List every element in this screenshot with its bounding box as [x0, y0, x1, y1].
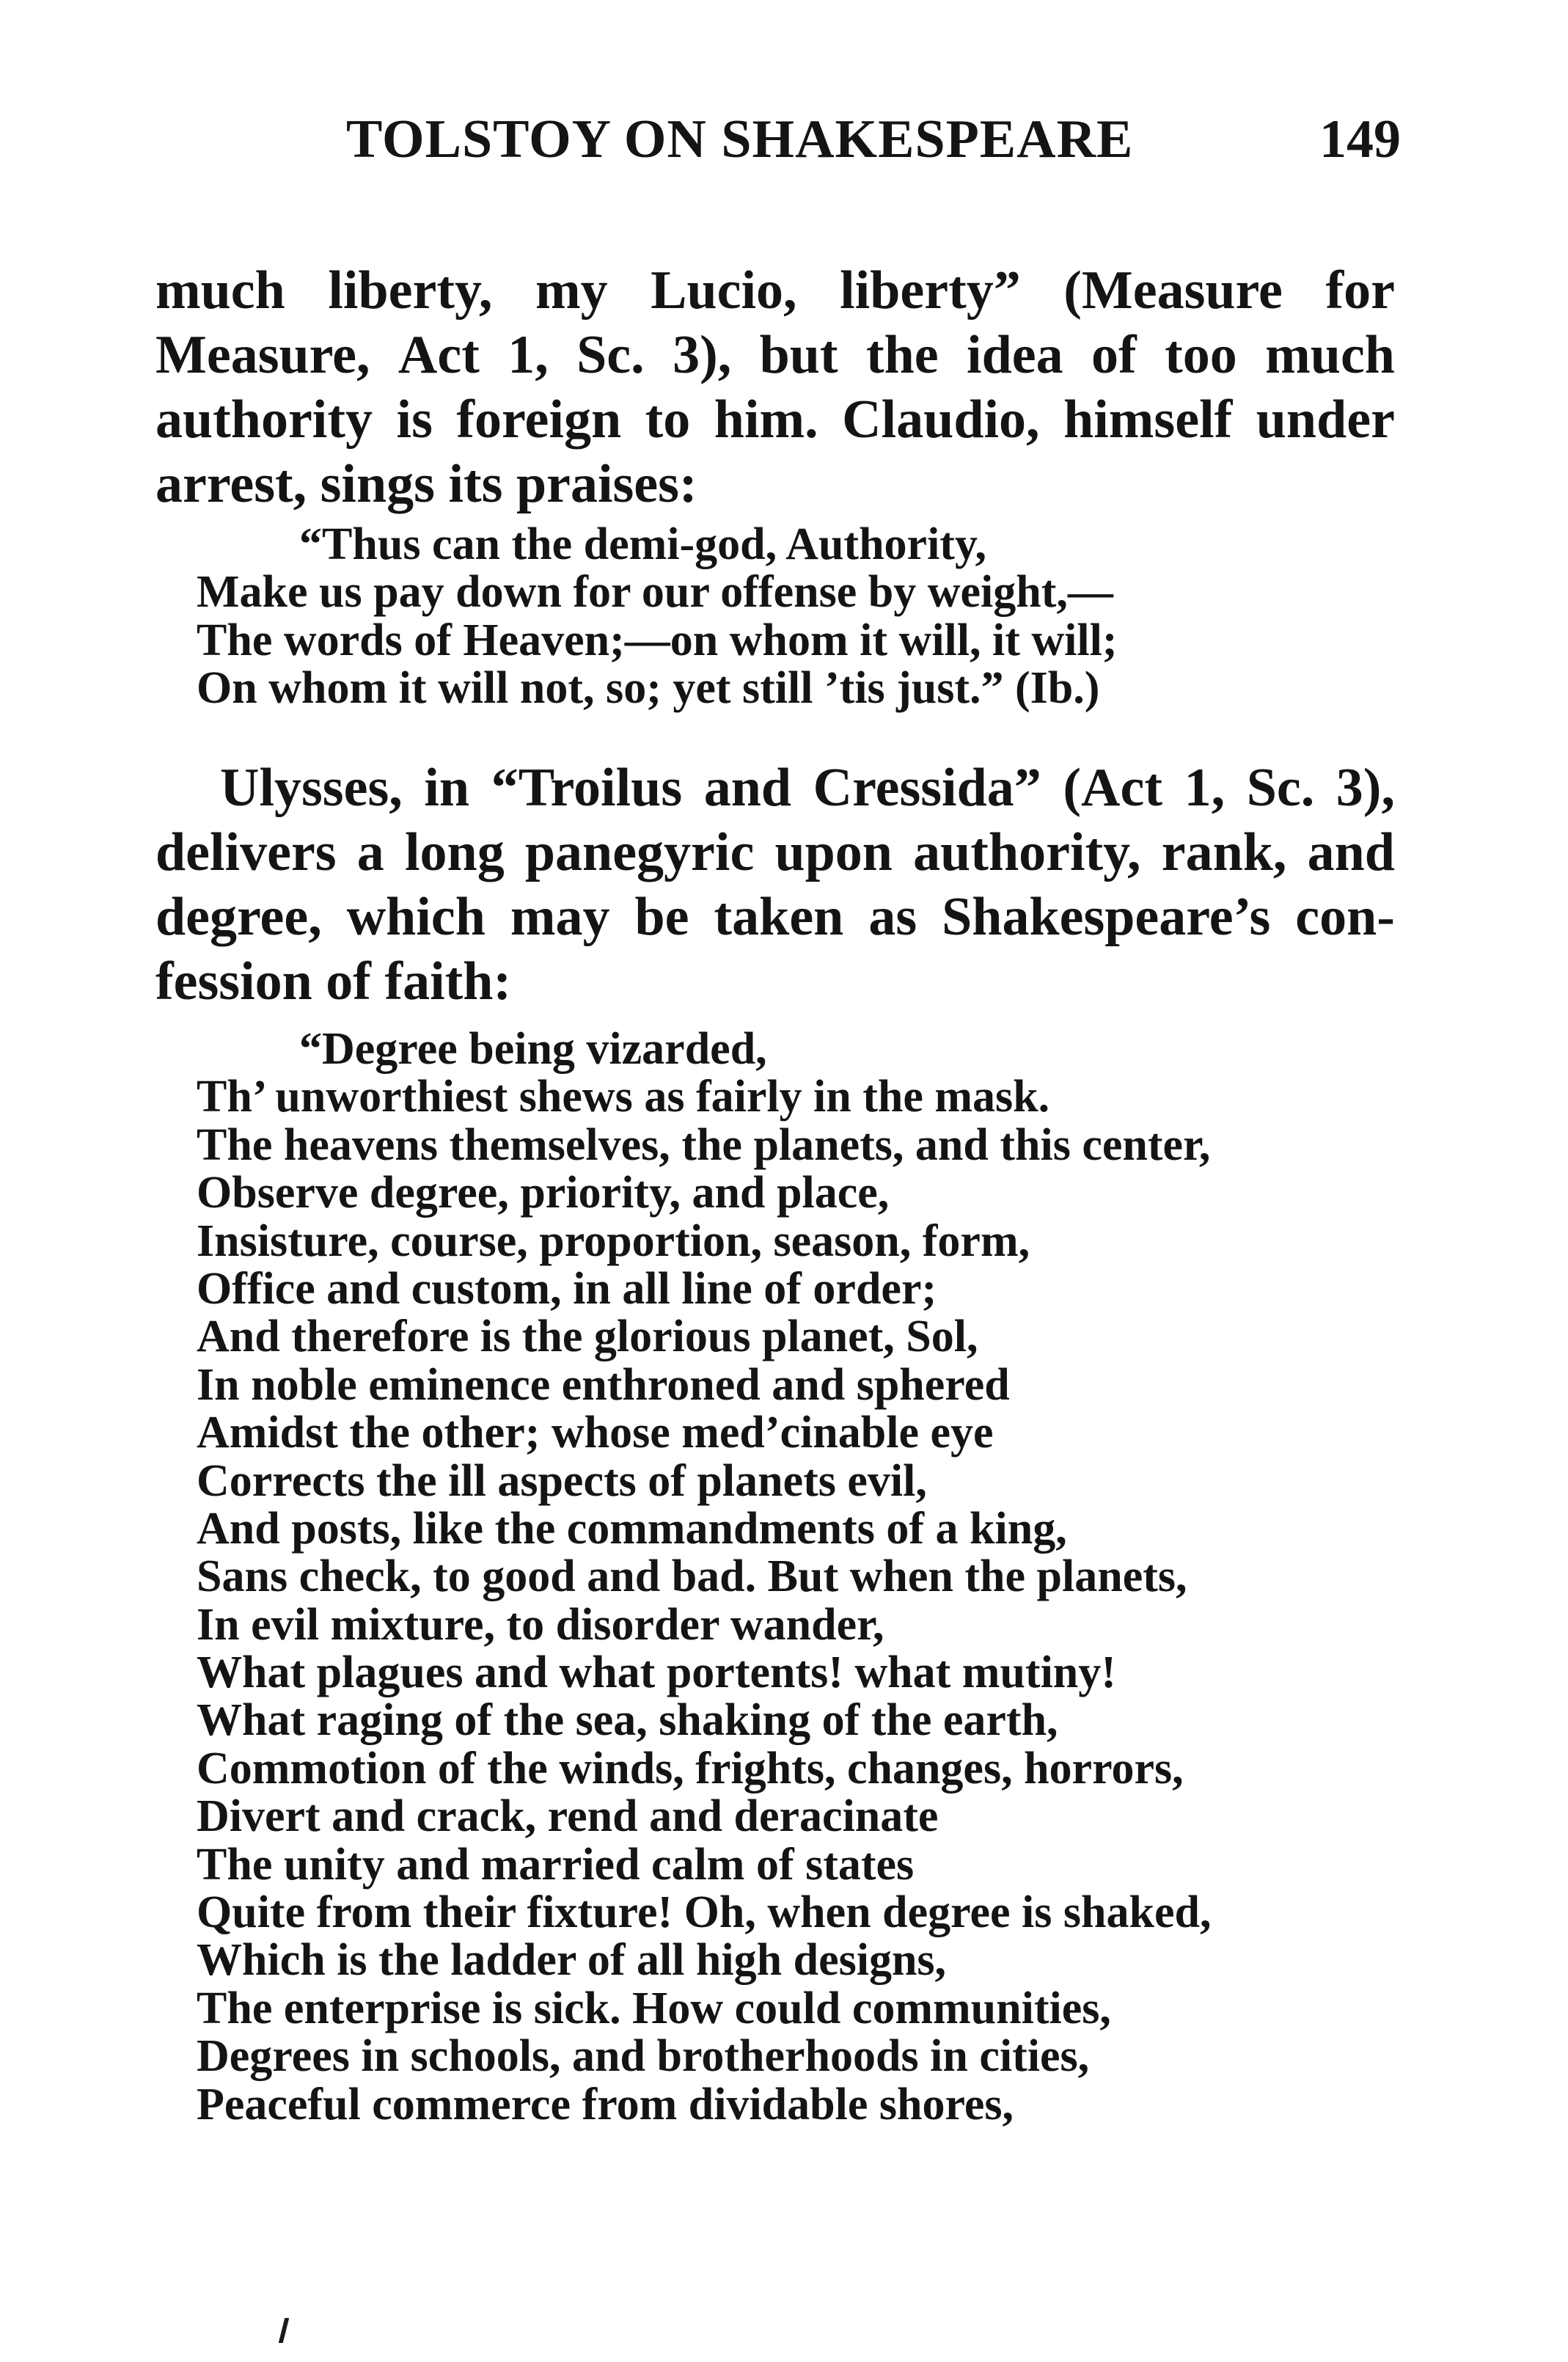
word: authority: [155, 390, 373, 450]
verse-line: The enterprise is sick. How could communities,: [197, 1983, 1111, 2033]
verse-line: Sans check, to good and bad. But when the planets,: [197, 1551, 1187, 1602]
word: idea: [967, 325, 1063, 385]
word: my: [535, 260, 608, 321]
scan-mark: [279, 2318, 289, 2343]
word: under: [1256, 390, 1395, 450]
verse-line: The words of Heaven;—on whom it will, it will;: [197, 615, 1118, 665]
word: (Act: [1063, 758, 1162, 818]
word: Measure,: [155, 325, 370, 385]
verse-line: What raging of the sea, shaking of the earth,: [197, 1695, 1058, 1746]
verse-line: Degrees in schools, and brotherhoods in cities,: [197, 2031, 1090, 2082]
verse-line: Corrects the ill aspects of planets evil,: [197, 1455, 927, 1506]
word: Sc.: [1246, 758, 1315, 818]
word: 3),: [673, 325, 732, 385]
word: in: [424, 758, 470, 818]
text-line: [155, 885, 1395, 949]
word: panegyric: [524, 822, 755, 882]
verse-line: In evil mixture, to disorder wander,: [197, 1599, 884, 1650]
word: 3),: [1336, 758, 1395, 818]
word: for: [1325, 260, 1395, 321]
word: of: [1091, 325, 1137, 385]
word: may: [510, 887, 610, 947]
verse-line: Divert and crack, rend and deracinate: [197, 1791, 939, 1842]
text-line: [155, 820, 1395, 885]
text-line: [155, 323, 1395, 387]
verse-line: Peaceful commerce from dividable shores,: [197, 2079, 1014, 2129]
verse-quote-degree: [197, 1025, 1399, 2129]
word: delivers: [155, 822, 337, 882]
word: liberty,: [328, 260, 493, 321]
word: too: [1165, 325, 1237, 385]
word: upon: [774, 822, 893, 882]
word: much: [155, 260, 285, 321]
verse-quote-authority: [197, 521, 1399, 713]
verse-line: And therefore is the glorious planet, Sol,: [197, 1312, 978, 1362]
verse-line: “Degree being vizarded,: [299, 1024, 767, 1074]
word: degree,: [155, 887, 322, 947]
word: 1,: [508, 325, 549, 385]
word: Lucio,: [651, 260, 797, 321]
text-line: [155, 258, 1395, 323]
verse-line: “Thus can the demi-god, Authority,: [299, 519, 987, 569]
word: and: [703, 758, 792, 818]
verse-line: The heavens themselves, the planets, and this center,: [197, 1119, 1211, 1170]
word: rank,: [1161, 822, 1287, 882]
paragraph-claudio: [155, 258, 1395, 516]
verse-line: Amidst the other; whose med’cinable eye: [197, 1408, 994, 1458]
paragraph-ulysses: [155, 756, 1395, 1014]
word: Cressida”: [813, 758, 1041, 818]
verse-line: Office and custom, in all line of order;: [197, 1263, 937, 1314]
word: which: [346, 887, 486, 947]
verse-line: On whom it will not, so; yet still ’tis just.” (Ib.): [197, 663, 1100, 714]
word: himself: [1063, 390, 1233, 450]
word: “Troilus: [491, 758, 683, 818]
verse-line: Th’ unworthiest shews as fairly in the mask.: [197, 1072, 1050, 1122]
word: the: [865, 325, 939, 385]
page-number: 149: [1319, 109, 1401, 169]
word: 1,: [1184, 758, 1226, 818]
word: be: [634, 887, 689, 947]
verse-line: Observe degree, priority, and place,: [197, 1168, 890, 1218]
word: long: [404, 822, 505, 882]
text-line: [155, 387, 1395, 452]
word: Claudio,: [842, 390, 1040, 450]
word: and: [1307, 822, 1395, 882]
verse-line: Make us pay down for our offense by weight,—: [197, 567, 1113, 618]
running-title: TOLSTOY ON SHAKESPEARE: [346, 109, 1134, 169]
running-header: [154, 109, 1415, 175]
word: taken: [714, 887, 844, 947]
word: as: [868, 887, 917, 947]
word: him.: [714, 390, 818, 450]
word: to: [645, 390, 691, 450]
word: Sc.: [576, 325, 645, 385]
verse-line: The unity and married calm of states: [197, 1839, 915, 1890]
verse-line: Which is the ladder of all high designs,: [197, 1935, 947, 1986]
verse-line: Insisture, course, proportion, season, form,: [197, 1215, 1030, 1266]
word: Ulysses,: [220, 758, 403, 818]
word: Act: [398, 325, 480, 385]
verse-line: And posts, like the commandments of a king,: [197, 1503, 1067, 1554]
text-line: fession of faith:: [155, 951, 512, 1012]
word: liberty”: [840, 260, 1021, 321]
word: foreign: [456, 390, 622, 450]
verse-line: Quite from their fixture! Oh, when degree is shaked,: [197, 1887, 1212, 1938]
word: con-: [1295, 887, 1395, 947]
verse-line: What plagues and what portents! what mutiny!: [197, 1648, 1116, 1698]
text-line: [155, 756, 1395, 820]
word: is: [396, 390, 433, 450]
word: but: [759, 325, 838, 385]
word: Shakespeare’s: [942, 887, 1271, 947]
text-line: arrest, sings its praises:: [155, 454, 697, 514]
word: (Measure: [1063, 260, 1283, 321]
verse-line: In noble eminence enthroned and sphered: [197, 1359, 1010, 1410]
verse-line: Commotion of the winds, frights, changes, horrors,: [197, 1743, 1184, 1794]
word: authority,: [913, 822, 1141, 882]
word: a: [356, 822, 384, 882]
word: much: [1265, 325, 1395, 385]
